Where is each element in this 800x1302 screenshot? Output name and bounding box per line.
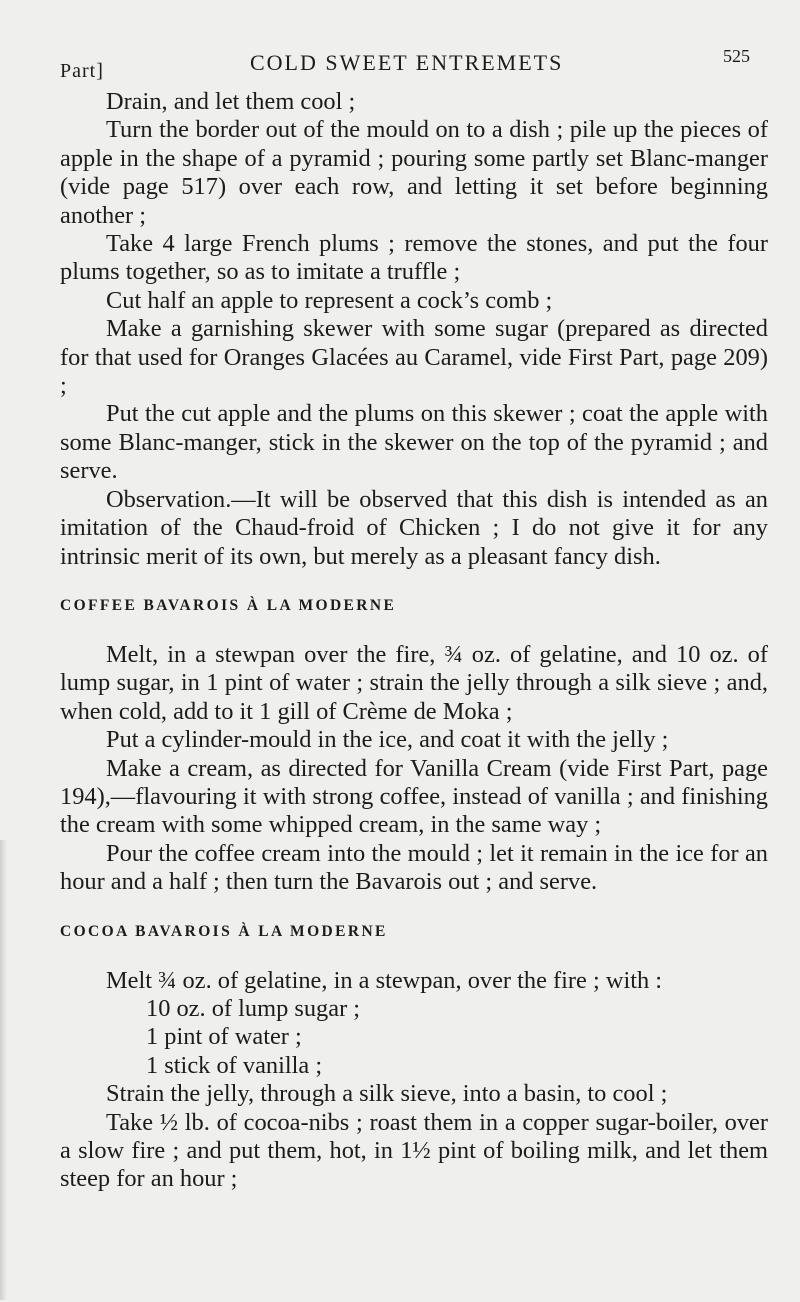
observation-paragraph: Observation.—It will be observed that this dish is intended as an imitation of the Chaud-froid of Chicken ; I do not give it for any intrinsic merit of its own, but merely as a pleasant fancy dish. (60, 485, 768, 570)
paragraph: Take 4 large French plums ; remove the stones, and put the four plums together, so as to imitate a truffle ; (60, 230, 768, 286)
paragraph: Take ½ lb. of cocoa-nibs ; roast them in a copper sugar-boiler, over a slow fire ; and put them, hot, in 1½ pint of boiling milk, and let them steep for an hour ; (60, 1108, 768, 1193)
section-heading-cocoa-bavarois: COCOA BAVAROIS À LA MODERNE (60, 922, 388, 940)
paragraph: Make a cream, as directed for Vanilla Cream (vide First Part, page 194),—flavouring it with strong coffee, instead of vanilla ; and finishing the cream with some whipped cream, in the same way ; (60, 754, 768, 839)
binding-shadow (0, 840, 7, 1300)
paragraph: Pour the coffee cream into the mould ; let it remain in the ice for an hour and a half ; then turn the Bavarois out ; and serve. (60, 839, 768, 896)
paragraph: Melt ¾ oz. of gelatine, in a stewpan, over the fire ; with : (106, 966, 663, 994)
paragraph: Strain the jelly, through a silk sieve, into a basin, to cool ; (106, 1080, 668, 1108)
paragraph: Put a cylinder-mould in the ice, and coat it with the jelly ; (106, 726, 669, 754)
paragraph: Cut half an apple to represent a cock’s comb ; (106, 286, 553, 314)
page-header (60, 46, 750, 80)
page-body (60, 80, 768, 1194)
ingredient-item: 1 stick of vanilla ; (146, 1051, 323, 1079)
running-title: COLD SWEET ENTREMETS (250, 50, 564, 75)
ingredient-item: 10 oz. of lump sugar ; (146, 994, 361, 1022)
part-label: Part] (60, 60, 104, 82)
page-number: 525 (723, 46, 750, 66)
paragraph: Drain, and let them cool ; (106, 88, 356, 115)
section-heading-coffee-bavarois: COFFEE BAVAROIS À LA MODERNE (60, 596, 397, 614)
paragraph: Turn the border out of the mould on to a dish ; pile up the pieces of apple in the shape of a pyramid ; pouring some partly set Blanc-manger (vide page 517) over each row, and letting it set before beginning another ; (60, 116, 768, 229)
ingredient-item: 1 pint of water ; (146, 1023, 302, 1051)
paragraph: Make a garnishing skewer with some sugar (prepared as directed for that used for Oranges Glacées au Caramel, vide First Part, page 209) ; (60, 315, 768, 400)
paragraph: Melt, in a stewpan over the fire, ¾ oz. of gelatine, and 10 oz. of lump sugar, in 1 pint of water ; strain the jelly through a silk sieve ; and, when cold, add to it 1 gill of Crème de Moka ; (60, 640, 768, 725)
paragraph: Put the cut apple and the plums on this skewer ; coat the apple with some Blanc-manger, stick in the skewer on the top of the pyramid ; and serve. (60, 400, 768, 485)
